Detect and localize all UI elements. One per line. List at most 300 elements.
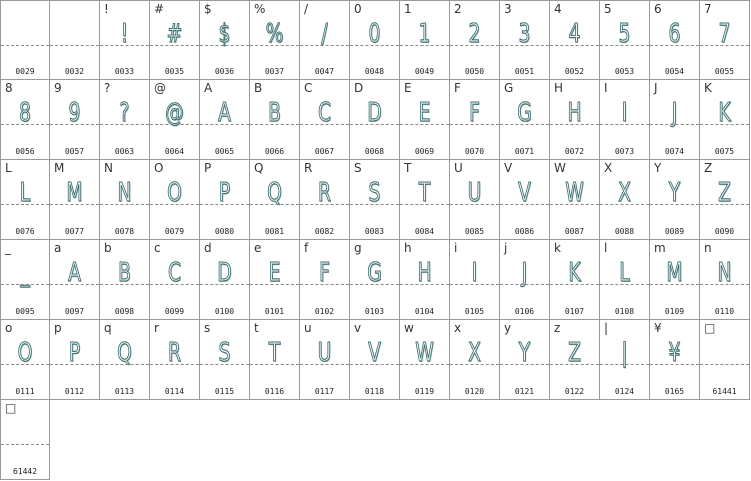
glyph-cell[interactable]	[500, 320, 550, 400]
glyph-cell[interactable]	[100, 0, 150, 80]
glyph-cell[interactable]	[150, 240, 200, 320]
character-code: 0113	[114, 387, 135, 396]
baseline-guide	[350, 364, 399, 365]
character-label: a	[54, 241, 62, 255]
glyph-cell[interactable]	[0, 80, 50, 160]
baseline-guide	[250, 45, 299, 46]
baseline-guide	[1, 444, 49, 445]
baseline-guide	[500, 45, 549, 46]
character-label: w	[404, 321, 414, 335]
character-code: 0108	[614, 307, 635, 316]
character-code: 0050	[464, 67, 485, 76]
baseline-guide	[50, 364, 99, 365]
character-code: 0051	[514, 67, 535, 76]
glyph-preview: X	[618, 178, 631, 208]
character-code: 0067	[314, 147, 335, 156]
glyph-cell[interactable]	[250, 240, 300, 320]
glyph-preview: K	[718, 98, 731, 128]
character-label: r	[154, 321, 159, 335]
baseline-guide	[200, 364, 249, 365]
character-code: 0107	[564, 307, 585, 316]
baseline-guide	[100, 204, 149, 205]
glyph-preview: ?	[119, 98, 130, 128]
baseline-guide	[250, 204, 299, 205]
baseline-guide	[450, 284, 499, 285]
glyph-cell[interactable]	[300, 80, 350, 160]
glyph-cell[interactable]	[350, 320, 400, 400]
glyph-preview: #	[166, 19, 183, 49]
glyph-cell[interactable]	[600, 0, 650, 80]
glyph-cell[interactable]	[150, 320, 200, 400]
character-code: 0106	[514, 307, 535, 316]
character-code: 0082	[314, 227, 335, 236]
glyph-cell[interactable]	[250, 80, 300, 160]
glyph-preview: I	[471, 258, 478, 288]
character-code: 0114	[164, 387, 185, 396]
baseline-guide	[350, 124, 399, 125]
glyph-preview: H	[567, 98, 582, 128]
character-code: 0098	[114, 307, 135, 316]
glyph-cell[interactable]	[50, 80, 100, 160]
character-code: 0079	[164, 227, 185, 236]
glyph-preview: %	[265, 19, 284, 49]
glyph-cell[interactable]	[0, 160, 50, 240]
glyph-cell[interactable]	[550, 80, 600, 160]
character-code: 0103	[364, 307, 385, 316]
character-label: P	[204, 161, 212, 175]
character-label: |	[604, 321, 609, 335]
baseline-guide	[700, 364, 749, 365]
glyph-cell[interactable]	[400, 160, 450, 240]
glyph-cell[interactable]	[500, 0, 550, 80]
glyph-cell[interactable]	[100, 240, 150, 320]
character-label: #	[154, 2, 165, 16]
character-label: X	[604, 161, 613, 175]
glyph-cell[interactable]	[200, 240, 250, 320]
glyph-preview: B	[268, 98, 281, 128]
character-code: 0119	[414, 387, 435, 396]
character-code: 0121	[514, 387, 535, 396]
character-label: F	[454, 81, 461, 95]
glyph-cell[interactable]	[650, 240, 700, 320]
glyph-cell[interactable]	[200, 0, 250, 80]
baseline-guide	[200, 204, 249, 205]
baseline-guide	[550, 45, 599, 46]
glyph-preview: F	[319, 258, 330, 288]
glyph-preview: P	[218, 178, 231, 208]
character-code: 0116	[264, 387, 285, 396]
character-label: Q	[254, 161, 264, 175]
character-label: 2	[454, 2, 462, 16]
character-code: 0055	[714, 67, 735, 76]
baseline-guide	[250, 364, 299, 365]
glyph-preview: O	[167, 178, 182, 208]
glyph-cell[interactable]	[0, 400, 50, 480]
glyph-cell[interactable]	[50, 160, 100, 240]
glyph-cell[interactable]	[550, 320, 600, 400]
character-label: □	[704, 321, 716, 335]
baseline-guide	[100, 45, 149, 46]
character-label: s	[204, 321, 211, 335]
baseline-guide	[300, 45, 349, 46]
baseline-guide	[150, 124, 199, 125]
glyph-preview: J	[521, 258, 528, 288]
baseline-guide	[600, 45, 649, 46]
baseline-guide	[600, 124, 649, 125]
glyph-cell[interactable]	[650, 0, 700, 80]
glyph-cell[interactable]	[550, 0, 600, 80]
glyph-cell[interactable]	[350, 0, 400, 80]
glyph-cell[interactable]	[400, 320, 450, 400]
baseline-guide	[600, 204, 649, 205]
character-code: 61441	[712, 387, 737, 396]
character-label: T	[404, 161, 412, 175]
character-label: A	[204, 81, 213, 95]
character-code: 0068	[364, 147, 385, 156]
character-code: 0120	[464, 387, 485, 396]
glyph-preview: J	[671, 98, 678, 128]
glyph-cell[interactable]	[650, 160, 700, 240]
glyph-cell[interactable]	[600, 240, 650, 320]
character-label: E	[404, 81, 412, 95]
baseline-guide	[700, 124, 749, 125]
character-code: 0109	[664, 307, 685, 316]
baseline-guide	[350, 204, 399, 205]
glyph-preview: Q	[117, 338, 132, 368]
character-label: Z	[704, 161, 713, 175]
baseline-guide	[650, 204, 699, 205]
glyph-preview: 4	[568, 19, 581, 49]
glyph-preview: Z	[568, 338, 581, 368]
glyph-preview: W	[565, 178, 584, 208]
baseline-guide	[400, 124, 449, 125]
glyph-cell[interactable]	[350, 160, 400, 240]
character-code: 0071	[514, 147, 535, 156]
baseline-guide	[350, 284, 399, 285]
glyph-cell[interactable]	[100, 320, 150, 400]
character-code: 0090	[714, 227, 735, 236]
baseline-guide	[450, 364, 499, 365]
glyph-cell[interactable]	[50, 320, 100, 400]
glyph-cell[interactable]	[150, 160, 200, 240]
glyph-cell[interactable]	[650, 80, 700, 160]
baseline-guide	[1, 204, 49, 205]
glyph-preview: P	[68, 338, 81, 368]
baseline-guide	[1, 124, 49, 125]
character-label: f	[304, 241, 309, 255]
glyph-preview: V	[518, 178, 531, 208]
baseline-guide	[300, 124, 349, 125]
character-label: c	[154, 241, 161, 255]
baseline-guide	[150, 364, 199, 365]
glyph-cell[interactable]	[100, 80, 150, 160]
glyph-preview: 3	[518, 19, 531, 49]
baseline-guide	[1, 364, 49, 365]
glyph-preview: O	[17, 338, 33, 368]
character-code: 0086	[514, 227, 535, 236]
character-label: U	[454, 161, 463, 175]
character-code: 0047	[314, 67, 335, 76]
character-code: 0077	[64, 227, 85, 236]
character-code: 0095	[15, 307, 35, 316]
character-code: 0069	[414, 147, 435, 156]
baseline-guide	[650, 284, 699, 285]
character-label: 9	[54, 81, 62, 95]
glyph-preview: 1	[418, 19, 431, 49]
glyph-preview: 8	[19, 98, 31, 128]
baseline-guide	[350, 45, 399, 46]
glyph-preview: B	[118, 258, 131, 288]
glyph-cell[interactable]	[700, 0, 750, 80]
character-label: q	[104, 321, 112, 335]
character-label: V	[504, 161, 513, 175]
glyph-preview: 0	[368, 19, 381, 49]
glyph-preview: $	[218, 19, 231, 49]
character-code: 0072	[564, 147, 585, 156]
glyph-preview: Z	[718, 178, 731, 208]
baseline-guide	[700, 45, 749, 46]
glyph-preview: @	[165, 98, 184, 128]
baseline-guide	[100, 124, 149, 125]
glyph-cell[interactable]	[600, 80, 650, 160]
character-code: 0073	[614, 147, 635, 156]
glyph-preview: S	[218, 338, 231, 368]
character-label: n	[704, 241, 712, 255]
glyph-cell[interactable]	[200, 80, 250, 160]
glyph-preview: ¥	[668, 338, 681, 368]
baseline-guide	[550, 204, 599, 205]
character-label: L	[5, 161, 12, 175]
glyph-preview: Y	[668, 178, 681, 208]
baseline-guide	[650, 45, 699, 46]
character-label: R	[304, 161, 313, 175]
character-label: 1	[404, 2, 412, 16]
glyph-preview: T	[268, 338, 281, 368]
glyph-cell[interactable]	[450, 240, 500, 320]
baseline-guide	[50, 284, 99, 285]
character-code: 0117	[314, 387, 335, 396]
character-label: 6	[654, 2, 662, 16]
character-label: S	[354, 161, 362, 175]
glyph-cell[interactable]	[700, 160, 750, 240]
character-label: k	[554, 241, 561, 255]
glyph-preview: N	[117, 178, 132, 208]
baseline-guide	[400, 45, 449, 46]
glyph-preview: |	[621, 338, 628, 368]
glyph-preview: A	[68, 258, 81, 288]
glyph-cell[interactable]	[700, 240, 750, 320]
glyph-cell[interactable]	[700, 320, 750, 400]
glyph-preview: S	[368, 178, 381, 208]
glyph-cell[interactable]	[50, 240, 100, 320]
character-code: 0088	[614, 227, 635, 236]
glyph-cell[interactable]	[0, 240, 50, 320]
glyph-cell[interactable]	[200, 160, 250, 240]
glyph-cell[interactable]	[300, 0, 350, 80]
glyph-preview: F	[469, 98, 480, 128]
character-label: _	[5, 241, 11, 255]
character-label: O	[154, 161, 164, 175]
character-code: 0084	[414, 227, 435, 236]
glyph-cell[interactable]	[500, 80, 550, 160]
glyph-preview: Y	[518, 338, 531, 368]
character-code: 0105	[464, 307, 485, 316]
glyph-preview: M	[66, 178, 83, 208]
character-code: 0032	[64, 67, 85, 76]
baseline-guide	[500, 124, 549, 125]
baseline-guide	[500, 364, 549, 365]
character-label: 0	[354, 2, 362, 16]
glyph-cell[interactable]	[300, 160, 350, 240]
baseline-guide	[250, 124, 299, 125]
character-label: p	[54, 321, 62, 335]
glyph-preview: U	[467, 178, 482, 208]
glyph-cell[interactable]	[150, 80, 200, 160]
character-label: 7	[704, 2, 712, 16]
character-code: 0053	[614, 67, 635, 76]
character-label: ?	[104, 81, 111, 95]
glyph-cell[interactable]	[0, 320, 50, 400]
glyph-preview: K	[568, 258, 581, 288]
baseline-guide	[100, 284, 149, 285]
character-label: ¥	[654, 321, 662, 335]
baseline-guide	[300, 364, 349, 365]
glyph-cell[interactable]	[450, 160, 500, 240]
character-code: 0036	[214, 67, 235, 76]
glyph-preview: 2	[468, 19, 481, 49]
glyph-preview: X	[468, 338, 481, 368]
glyph-preview: M	[666, 258, 683, 288]
glyph-preview: T	[418, 178, 431, 208]
character-label: e	[254, 241, 262, 255]
glyph-cell[interactable]	[250, 0, 300, 80]
glyph-cell[interactable]	[600, 320, 650, 400]
character-code: 0104	[414, 307, 435, 316]
character-label: m	[654, 241, 666, 255]
character-code: 0102	[314, 307, 335, 316]
baseline-guide	[250, 284, 299, 285]
character-code: 0035	[164, 67, 185, 76]
glyph-preview: E	[418, 98, 431, 128]
glyph-preview: _	[20, 258, 30, 288]
baseline-guide	[150, 204, 199, 205]
glyph-preview: N	[717, 258, 732, 288]
character-code: 0122	[564, 387, 585, 396]
character-code: 0064	[164, 147, 185, 156]
glyph-cell[interactable]	[400, 240, 450, 320]
character-label: !	[104, 2, 109, 16]
character-code: 0099	[164, 307, 185, 316]
glyph-cell[interactable]	[700, 80, 750, 160]
glyph-preview: !	[120, 19, 129, 49]
character-label: i	[454, 241, 458, 255]
character-label: M	[54, 161, 65, 175]
glyph-cell[interactable]	[300, 320, 350, 400]
glyph-preview: 9	[68, 98, 81, 128]
glyph-cell[interactable]	[200, 320, 250, 400]
glyph-preview: /	[321, 19, 328, 49]
character-label: G	[504, 81, 514, 95]
character-code: 0085	[464, 227, 485, 236]
character-label: %	[254, 2, 266, 16]
character-code: 0074	[664, 147, 685, 156]
glyph-cell[interactable]	[350, 240, 400, 320]
glyph-cell[interactable]	[100, 160, 150, 240]
glyph-cell[interactable]	[450, 80, 500, 160]
baseline-guide	[150, 284, 199, 285]
baseline-guide	[400, 364, 449, 365]
character-label: W	[554, 161, 566, 175]
glyph-cell[interactable]	[400, 0, 450, 80]
glyph-cell[interactable]	[150, 0, 200, 80]
glyph-preview: G	[517, 98, 532, 128]
character-code: 0075	[714, 147, 735, 156]
character-code: 0037	[264, 67, 285, 76]
glyph-cell[interactable]	[0, 0, 50, 80]
baseline-guide	[550, 284, 599, 285]
glyph-cell[interactable]	[50, 0, 100, 80]
character-code: 0110	[714, 307, 735, 316]
glyph-cell[interactable]	[350, 80, 400, 160]
character-code: 0124	[614, 387, 635, 396]
character-label: b	[104, 241, 112, 255]
glyph-cell[interactable]	[500, 160, 550, 240]
character-label: y	[504, 321, 512, 335]
glyph-cell[interactable]	[400, 80, 450, 160]
baseline-guide	[50, 204, 99, 205]
baseline-guide	[200, 45, 249, 46]
character-label: t	[254, 321, 259, 335]
character-code: 0089	[664, 227, 685, 236]
character-label: □	[5, 401, 17, 415]
glyph-preview: A	[218, 98, 231, 128]
character-code: 0048	[364, 67, 385, 76]
character-label: o	[5, 321, 13, 335]
glyph-cell[interactable]	[300, 240, 350, 320]
character-label: g	[354, 241, 362, 255]
baseline-guide	[150, 45, 199, 46]
character-code: 0087	[564, 227, 585, 236]
glyph-preview: H	[417, 258, 432, 288]
glyph-cell[interactable]	[550, 240, 600, 320]
character-code: 0057	[64, 147, 85, 156]
glyph-preview: Q	[267, 178, 282, 208]
glyph-preview: I	[621, 98, 628, 128]
baseline-guide	[550, 124, 599, 125]
glyph-cell[interactable]	[250, 160, 300, 240]
glyph-cell[interactable]	[650, 320, 700, 400]
glyph-cell[interactable]	[500, 240, 550, 320]
glyph-cell[interactable]	[450, 320, 500, 400]
character-code: 0097	[64, 307, 85, 316]
glyph-cell[interactable]	[600, 160, 650, 240]
baseline-guide	[600, 364, 649, 365]
baseline-guide	[300, 204, 349, 205]
glyph-cell[interactable]	[250, 320, 300, 400]
character-code: 0056	[15, 147, 35, 156]
character-label: Y	[654, 161, 662, 175]
glyph-cell[interactable]	[450, 0, 500, 80]
character-code: 61442	[12, 467, 38, 476]
glyph-cell[interactable]	[550, 160, 600, 240]
baseline-guide	[300, 284, 349, 285]
glyph-preview: R	[317, 178, 332, 208]
baseline-guide	[650, 364, 699, 365]
character-code: 0033	[114, 67, 135, 76]
character-label: /	[304, 2, 309, 16]
character-code: 0081	[264, 227, 285, 236]
baseline-guide	[450, 45, 499, 46]
